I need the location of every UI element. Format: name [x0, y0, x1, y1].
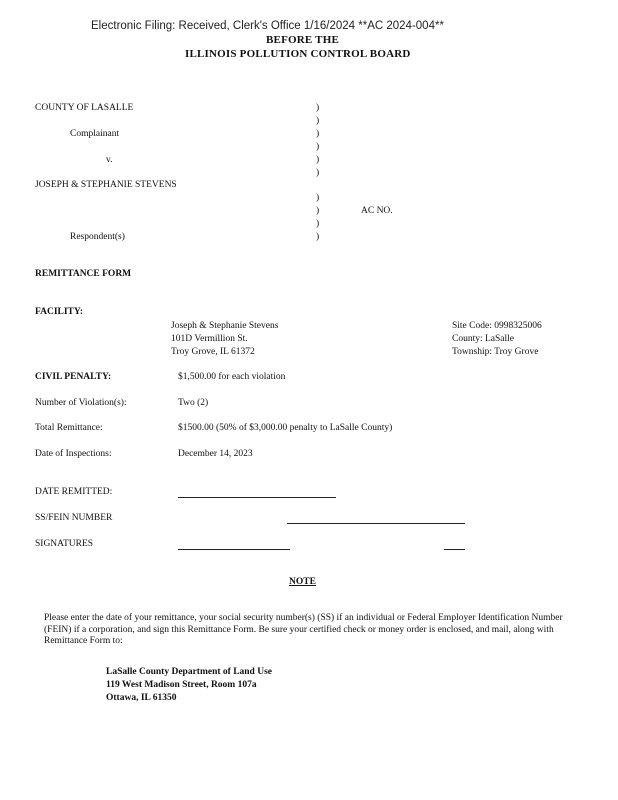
violations-value: Two (2) [178, 398, 209, 408]
ss-fein-label: SS/FEIN NUMBER [35, 513, 113, 523]
complainant-label: Complainant [70, 129, 120, 139]
respondent-label: Respondent(s) [70, 232, 125, 242]
signature-line-1[interactable] [178, 549, 290, 550]
violations-label: Number of Violation(s): [35, 398, 127, 408]
caption-bracket: ) [316, 155, 320, 165]
facility-label: FACILITY: [35, 307, 84, 317]
caption-bracket: ) [316, 232, 320, 242]
caption-bracket: ) [316, 129, 320, 139]
caption-bracket: ) [316, 206, 320, 216]
mailing-address-line: 119 West Madison Street, Room 107a [106, 680, 257, 690]
case-number-label: AC NO. [361, 206, 393, 216]
caption-bracket: ) [316, 219, 320, 229]
caption-bracket: ) [316, 142, 320, 152]
signatures-label: SIGNATURES [35, 539, 94, 549]
note-body: Please enter the date of your remittance, your social security number(s) (SS) if an individual or Federal Employer Identification Number (FEIN) if a corporation, and sign this Remittance Form. Be sure your certified check or money order is enclosed, and mail, along with Remittance Form to: [44, 613, 563, 646]
site-code: Site Code: 0998325006 [452, 321, 542, 331]
filing-stamp: Electronic Filing: Received, Clerk's Office 1/16/2024 **AC 2024-004** [91, 20, 444, 32]
mailing-address-line: LaSalle County Department of Land Use [106, 667, 272, 677]
county: County: LaSalle [452, 334, 515, 344]
caption-bracket: ) [316, 193, 320, 203]
civil-penalty-value: $1,500.00 for each violation [178, 372, 286, 382]
facility-address-line: 101D Vermillion St. [171, 334, 248, 344]
mailing-address-line: Ottawa, IL 61350 [106, 693, 177, 703]
complainant-name: COUNTY OF LASALLE [35, 103, 134, 113]
versus-label: v. [106, 155, 113, 165]
date-remitted-line[interactable] [178, 497, 336, 498]
township: Township: Troy Grove [452, 347, 539, 357]
form-title: REMITTANCE FORM [35, 269, 132, 279]
facility-address-line: Troy Grove, IL 61372 [171, 347, 255, 357]
date-remitted-label: DATE REMITTED: [35, 487, 113, 497]
caption-bracket: ) [316, 116, 320, 126]
caption-bracket: ) [316, 103, 320, 113]
signature-line-2[interactable] [444, 549, 465, 550]
total-remittance-label: Total Remittance: [35, 423, 103, 433]
header-board: ILLINOIS POLLUTION CONTROL BOARD [185, 48, 411, 60]
total-remittance-value: $1500.00 (50% of $3,000.00 penalty to LaSalle County) [178, 423, 393, 433]
respondent-name: JOSEPH & STEPHANIE STEVENS [35, 180, 177, 190]
header-before: BEFORE THE [266, 34, 340, 46]
note-title: NOTE [289, 577, 316, 587]
ss-fein-line[interactable] [287, 523, 465, 524]
inspection-date-label: Date of Inspections: [35, 449, 112, 459]
civil-penalty-label: CIVIL PENALTY: [35, 372, 112, 382]
facility-address-line: Joseph & Stephanie Stevens [171, 321, 279, 331]
caption-bracket: ) [316, 168, 320, 178]
inspection-date-value: December 14, 2023 [178, 449, 253, 459]
